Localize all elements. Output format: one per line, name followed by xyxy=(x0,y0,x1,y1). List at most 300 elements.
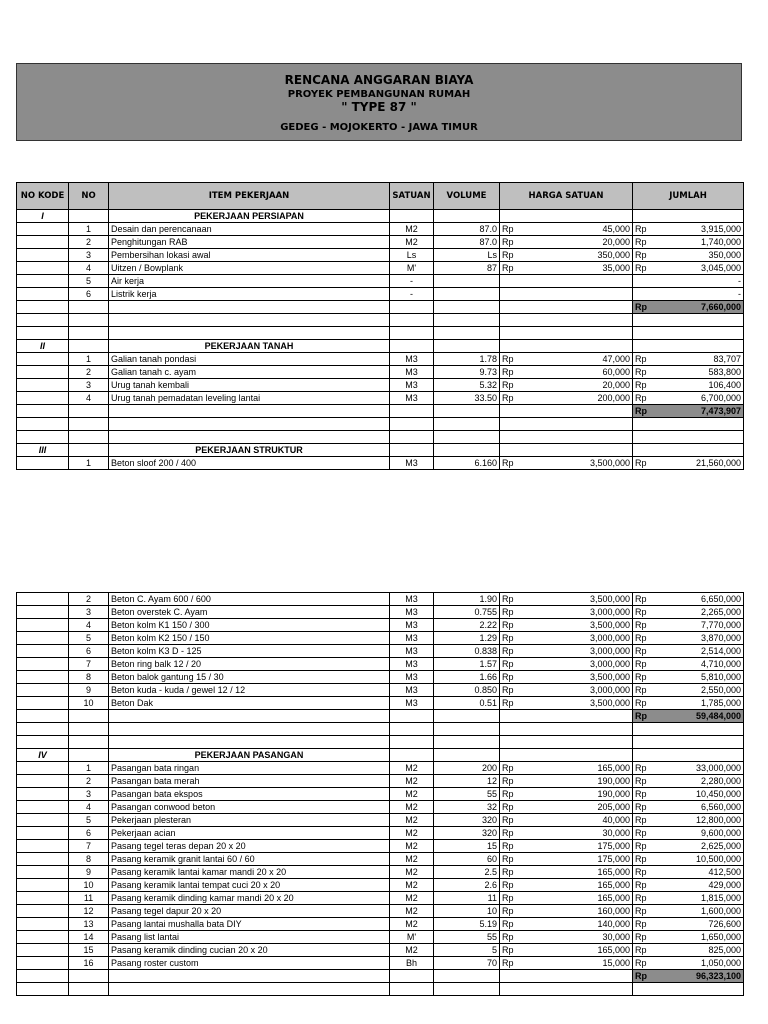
item-unit: M2 xyxy=(390,918,434,931)
cell-satuan xyxy=(390,444,434,457)
item-description: Beton kolm K1 150 / 300 xyxy=(109,619,390,632)
price-currency: Rp xyxy=(500,931,522,944)
cell-price xyxy=(522,983,633,996)
blank-row xyxy=(17,723,744,736)
unit-price: 35,000 xyxy=(522,262,633,275)
total-currency: Rp xyxy=(633,236,655,249)
cell-total-currency xyxy=(633,418,655,431)
price-currency: Rp xyxy=(500,905,522,918)
cell-price-currency xyxy=(500,405,522,418)
price-currency: Rp xyxy=(500,775,522,788)
price-currency: Rp xyxy=(500,879,522,892)
cell-kode xyxy=(17,879,69,892)
total-currency: Rp xyxy=(633,392,655,405)
total-currency xyxy=(633,288,655,301)
cell-price-currency xyxy=(500,418,522,431)
cell-satuan xyxy=(390,736,434,749)
cell-price xyxy=(522,749,633,762)
item-unit: M3 xyxy=(390,379,434,392)
item-unit: M2 xyxy=(390,827,434,840)
unit-price xyxy=(522,288,633,301)
cell-kode xyxy=(17,957,69,970)
blank-row xyxy=(17,431,744,444)
cell-price xyxy=(522,723,633,736)
total-currency: Rp xyxy=(633,671,655,684)
price-currency: Rp xyxy=(500,645,522,658)
col-header-item: ITEM PEKERJAAN xyxy=(109,183,390,210)
total-currency: Rp xyxy=(633,814,655,827)
cell-item xyxy=(109,301,390,314)
cell-kode xyxy=(17,801,69,814)
cell-kode xyxy=(17,853,69,866)
cell-kode xyxy=(17,606,69,619)
cell-kode xyxy=(17,223,69,236)
item-total: 350,000 xyxy=(655,249,744,262)
price-currency: Rp xyxy=(500,392,522,405)
cell-price xyxy=(522,210,633,223)
subtotal-amount: 7,660,000 xyxy=(655,301,744,314)
item-volume: 12 xyxy=(434,775,500,788)
item-description: Pasangan conwood beton xyxy=(109,801,390,814)
cell-total xyxy=(655,749,744,762)
subtotal-amount: 96,323,100 xyxy=(655,970,744,983)
item-total: 825,000 xyxy=(655,944,744,957)
cell-kode xyxy=(17,457,69,470)
price-currency: Rp xyxy=(500,918,522,931)
cell-total xyxy=(655,314,744,327)
cell-volume xyxy=(434,405,500,418)
price-currency: Rp xyxy=(500,658,522,671)
item-volume: 2.6 xyxy=(434,879,500,892)
unit-price: 3,000,000 xyxy=(522,632,633,645)
total-currency: Rp xyxy=(633,697,655,710)
cell-volume xyxy=(434,314,500,327)
col-header-no: NO xyxy=(69,183,109,210)
item-volume: 55 xyxy=(434,788,500,801)
unit-price: 47,000 xyxy=(522,353,633,366)
item-description: Beton kuda - kuda / gewel 12 / 12 xyxy=(109,684,390,697)
unit-price: 165,000 xyxy=(522,866,633,879)
table-row xyxy=(17,366,744,379)
item-description: Beton ring balk 12 / 20 xyxy=(109,658,390,671)
cell-price-currency xyxy=(500,444,522,457)
item-volume: 55 xyxy=(434,931,500,944)
item-number: 12 xyxy=(69,905,109,918)
unit-price: 30,000 xyxy=(522,827,633,840)
item-volume: 0.51 xyxy=(434,697,500,710)
cell-volume xyxy=(434,444,500,457)
table-row xyxy=(17,379,744,392)
unit-price: 165,000 xyxy=(522,879,633,892)
cell-no xyxy=(69,210,109,223)
price-currency: Rp xyxy=(500,457,522,470)
item-unit: M2 xyxy=(390,905,434,918)
item-description: Galian tanah pondasi xyxy=(109,353,390,366)
cell-kode xyxy=(17,970,69,983)
item-number: 8 xyxy=(69,671,109,684)
item-total: 12,800,000 xyxy=(655,814,744,827)
cell-kode xyxy=(17,983,69,996)
item-number: 3 xyxy=(69,379,109,392)
item-total: 1,740,000 xyxy=(655,236,744,249)
item-description: Pembersihan lokasi awal xyxy=(109,249,390,262)
item-unit: M3 xyxy=(390,684,434,697)
item-unit: M3 xyxy=(390,671,434,684)
total-currency: Rp xyxy=(633,853,655,866)
cell-satuan xyxy=(390,327,434,340)
item-number: 3 xyxy=(69,606,109,619)
item-unit: - xyxy=(390,288,434,301)
cell-price-currency xyxy=(500,431,522,444)
table-row xyxy=(17,944,744,957)
table-row xyxy=(17,957,744,970)
cell-no xyxy=(69,983,109,996)
document-title: RENCANA ANGGARAN BIAYA xyxy=(284,73,474,87)
cell-satuan xyxy=(390,405,434,418)
cell-satuan xyxy=(390,723,434,736)
item-total: 726,600 xyxy=(655,918,744,931)
total-currency: Rp xyxy=(633,645,655,658)
item-number: 10 xyxy=(69,879,109,892)
item-unit: M3 xyxy=(390,392,434,405)
item-total: 3,045,000 xyxy=(655,262,744,275)
item-total: 10,450,000 xyxy=(655,788,744,801)
unit-price: 165,000 xyxy=(522,944,633,957)
total-currency: Rp xyxy=(633,619,655,632)
total-currency: Rp xyxy=(633,944,655,957)
item-volume xyxy=(434,288,500,301)
cell-item xyxy=(109,736,390,749)
subtotal-amount: 7,473,907 xyxy=(655,405,744,418)
cell-kode xyxy=(17,697,69,710)
item-description: Pasang roster custom xyxy=(109,957,390,970)
document-subtitle: PROYEK PEMBANGUNAN RUMAH xyxy=(287,89,471,100)
item-total: 33,000,000 xyxy=(655,762,744,775)
cell-price-currency xyxy=(500,736,522,749)
total-currency: Rp xyxy=(633,918,655,931)
cell-item xyxy=(109,314,390,327)
cell-price xyxy=(522,736,633,749)
cell-price-currency xyxy=(500,710,522,723)
cell-total-currency xyxy=(633,210,655,223)
item-volume: 5 xyxy=(434,944,500,957)
col-header-satuan: SATUAN xyxy=(390,183,434,210)
cell-satuan xyxy=(390,431,434,444)
item-unit: M3 xyxy=(390,658,434,671)
cell-kode xyxy=(17,684,69,697)
cell-price xyxy=(522,418,633,431)
cell-price-currency xyxy=(500,723,522,736)
price-currency: Rp xyxy=(500,632,522,645)
item-description: Pasang keramik dinding cucian 20 x 20 xyxy=(109,944,390,957)
item-unit: - xyxy=(390,275,434,288)
item-volume: 32 xyxy=(434,801,500,814)
cell-item xyxy=(109,723,390,736)
item-volume: 0.755 xyxy=(434,606,500,619)
cell-kode xyxy=(17,918,69,931)
unit-price: 3,000,000 xyxy=(522,684,633,697)
subtotal-row xyxy=(17,970,744,983)
table-row xyxy=(17,353,744,366)
cell-kode xyxy=(17,431,69,444)
cell-kode xyxy=(17,944,69,957)
item-total: 1,815,000 xyxy=(655,892,744,905)
unit-price: 3,500,000 xyxy=(522,671,633,684)
table-header-row xyxy=(17,183,744,210)
subtotal-row xyxy=(17,301,744,314)
item-total: 583,800 xyxy=(655,366,744,379)
cell-price xyxy=(522,431,633,444)
table-row xyxy=(17,866,744,879)
item-number: 9 xyxy=(69,866,109,879)
table-row xyxy=(17,853,744,866)
price-currency: Rp xyxy=(500,801,522,814)
cell-kode xyxy=(17,840,69,853)
unit-price: 20,000 xyxy=(522,236,633,249)
item-number: 15 xyxy=(69,944,109,957)
total-currency: Rp xyxy=(633,379,655,392)
total-currency xyxy=(633,275,655,288)
section-title: PEKERJAAN TANAH xyxy=(109,340,390,353)
item-number: 4 xyxy=(69,392,109,405)
total-currency: Rp xyxy=(633,262,655,275)
section-row xyxy=(17,444,744,457)
item-unit: M2 xyxy=(390,892,434,905)
project-location: GEDEG - MOJOKERTO - JAWA TIMUR xyxy=(280,122,478,133)
table-row xyxy=(17,931,744,944)
total-currency: Rp xyxy=(633,866,655,879)
item-number: 9 xyxy=(69,684,109,697)
item-number: 2 xyxy=(69,593,109,606)
item-volume: 6.160 xyxy=(434,457,500,470)
item-volume: 320 xyxy=(434,814,500,827)
item-description: Penghitungan RAB xyxy=(109,236,390,249)
total-currency: Rp xyxy=(633,827,655,840)
unit-price: 3,000,000 xyxy=(522,606,633,619)
cell-price-currency xyxy=(500,301,522,314)
item-volume: 200 xyxy=(434,762,500,775)
cell-price-currency xyxy=(500,970,522,983)
item-unit: M' xyxy=(390,262,434,275)
table-row xyxy=(17,762,744,775)
price-currency: Rp xyxy=(500,379,522,392)
item-volume: 33.50 xyxy=(434,392,500,405)
total-currency: Rp xyxy=(633,632,655,645)
item-number: 7 xyxy=(69,658,109,671)
item-number: 4 xyxy=(69,619,109,632)
item-description: Beton kolm K2 150 / 150 xyxy=(109,632,390,645)
item-unit: M3 xyxy=(390,606,434,619)
unit-price: 350,000 xyxy=(522,249,633,262)
item-unit: M' xyxy=(390,931,434,944)
item-volume: 5.19 xyxy=(434,918,500,931)
cell-item xyxy=(109,327,390,340)
col-header-volume: VOLUME xyxy=(434,183,500,210)
cell-kode xyxy=(17,392,69,405)
cell-price-currency xyxy=(500,983,522,996)
cell-satuan xyxy=(390,210,434,223)
cell-no xyxy=(69,418,109,431)
cell-total xyxy=(655,983,744,996)
section-code: IV xyxy=(17,749,69,762)
cell-kode xyxy=(17,710,69,723)
cell-kode xyxy=(17,892,69,905)
cell-volume xyxy=(434,301,500,314)
item-total: 7,770,000 xyxy=(655,619,744,632)
item-unit: M2 xyxy=(390,879,434,892)
cell-total-currency xyxy=(633,444,655,457)
table-row xyxy=(17,840,744,853)
cell-total-currency xyxy=(633,736,655,749)
item-unit: M2 xyxy=(390,853,434,866)
item-unit: Ls xyxy=(390,249,434,262)
cell-satuan xyxy=(390,983,434,996)
price-currency: Rp xyxy=(500,944,522,957)
item-number: 6 xyxy=(69,645,109,658)
section-code: I xyxy=(17,210,69,223)
item-number: 1 xyxy=(69,223,109,236)
table-row xyxy=(17,593,744,606)
item-description: Beton balok gantung 15 / 30 xyxy=(109,671,390,684)
cell-kode xyxy=(17,827,69,840)
cell-no xyxy=(69,723,109,736)
total-currency: Rp xyxy=(633,658,655,671)
cell-no xyxy=(69,444,109,457)
table-row xyxy=(17,788,744,801)
total-currency: Rp xyxy=(633,840,655,853)
cell-total-currency xyxy=(633,723,655,736)
item-total: 83,707 xyxy=(655,353,744,366)
item-number: 3 xyxy=(69,249,109,262)
item-number: 2 xyxy=(69,775,109,788)
item-total: - xyxy=(655,288,744,301)
price-currency xyxy=(500,275,522,288)
item-number: 1 xyxy=(69,457,109,470)
cell-no xyxy=(69,327,109,340)
item-description: Pasang lantai mushalla bata DIY xyxy=(109,918,390,931)
cost-table-page-2 xyxy=(16,592,744,996)
item-description: Galian tanah c. ayam xyxy=(109,366,390,379)
cell-kode xyxy=(17,762,69,775)
unit-price: 60,000 xyxy=(522,366,633,379)
item-volume: 10 xyxy=(434,905,500,918)
cell-kode xyxy=(17,236,69,249)
table-row xyxy=(17,645,744,658)
cell-total xyxy=(655,431,744,444)
table-row xyxy=(17,249,744,262)
item-volume: 320 xyxy=(434,827,500,840)
unit-price: 3,500,000 xyxy=(522,593,633,606)
document-header xyxy=(16,63,742,141)
item-number: 4 xyxy=(69,262,109,275)
cell-price-currency xyxy=(500,749,522,762)
item-total: 3,870,000 xyxy=(655,632,744,645)
unit-price: 190,000 xyxy=(522,788,633,801)
item-unit: M2 xyxy=(390,775,434,788)
table-row xyxy=(17,658,744,671)
item-unit: M2 xyxy=(390,788,434,801)
cell-satuan xyxy=(390,301,434,314)
cell-price-currency xyxy=(500,340,522,353)
table-row xyxy=(17,262,744,275)
total-currency: Rp xyxy=(633,606,655,619)
cell-no xyxy=(69,431,109,444)
cell-price-currency xyxy=(500,327,522,340)
item-unit: M2 xyxy=(390,814,434,827)
table-row xyxy=(17,684,744,697)
cell-total-currency xyxy=(633,983,655,996)
price-currency: Rp xyxy=(500,684,522,697)
total-currency: Rp xyxy=(633,762,655,775)
price-currency: Rp xyxy=(500,236,522,249)
item-number: 2 xyxy=(69,366,109,379)
cell-volume xyxy=(434,340,500,353)
item-number: 16 xyxy=(69,957,109,970)
item-total: 6,560,000 xyxy=(655,801,744,814)
item-volume: 2.22 xyxy=(434,619,500,632)
price-currency: Rp xyxy=(500,671,522,684)
cell-volume xyxy=(434,749,500,762)
cell-volume xyxy=(434,431,500,444)
total-currency: Rp xyxy=(633,801,655,814)
cell-kode xyxy=(17,814,69,827)
unit-price: 40,000 xyxy=(522,814,633,827)
cell-kode xyxy=(17,866,69,879)
item-description: Uitzen / Bowplank xyxy=(109,262,390,275)
item-total: 4,710,000 xyxy=(655,658,744,671)
item-volume: 60 xyxy=(434,853,500,866)
cell-kode xyxy=(17,619,69,632)
item-volume: 1.78 xyxy=(434,353,500,366)
table-row xyxy=(17,892,744,905)
section-code: III xyxy=(17,444,69,457)
cost-table-page-1 xyxy=(16,182,744,470)
cell-kode xyxy=(17,671,69,684)
item-number: 1 xyxy=(69,353,109,366)
item-volume: Ls xyxy=(434,249,500,262)
cell-kode xyxy=(17,366,69,379)
unit-price xyxy=(522,275,633,288)
item-number: 5 xyxy=(69,275,109,288)
item-number: 5 xyxy=(69,814,109,827)
price-currency: Rp xyxy=(500,593,522,606)
cell-kode xyxy=(17,262,69,275)
section-row xyxy=(17,340,744,353)
item-unit: M2 xyxy=(390,866,434,879)
cell-item xyxy=(109,405,390,418)
cell-no xyxy=(69,970,109,983)
cell-kode xyxy=(17,301,69,314)
cell-volume xyxy=(434,983,500,996)
item-number: 2 xyxy=(69,236,109,249)
item-description: Pasangan bata ringan xyxy=(109,762,390,775)
unit-price: 200,000 xyxy=(522,392,633,405)
item-number: 14 xyxy=(69,931,109,944)
item-number: 13 xyxy=(69,918,109,931)
item-description: Pasang keramik dinding kamar mandi 20 x 20 xyxy=(109,892,390,905)
cell-volume xyxy=(434,970,500,983)
unit-price: 3,500,000 xyxy=(522,619,633,632)
unit-price: 205,000 xyxy=(522,801,633,814)
cell-no xyxy=(69,710,109,723)
cell-kode xyxy=(17,632,69,645)
subtotal-row xyxy=(17,710,744,723)
cell-item xyxy=(109,418,390,431)
cell-kode xyxy=(17,905,69,918)
item-number: 8 xyxy=(69,853,109,866)
cell-kode xyxy=(17,736,69,749)
cell-total-currency xyxy=(633,340,655,353)
